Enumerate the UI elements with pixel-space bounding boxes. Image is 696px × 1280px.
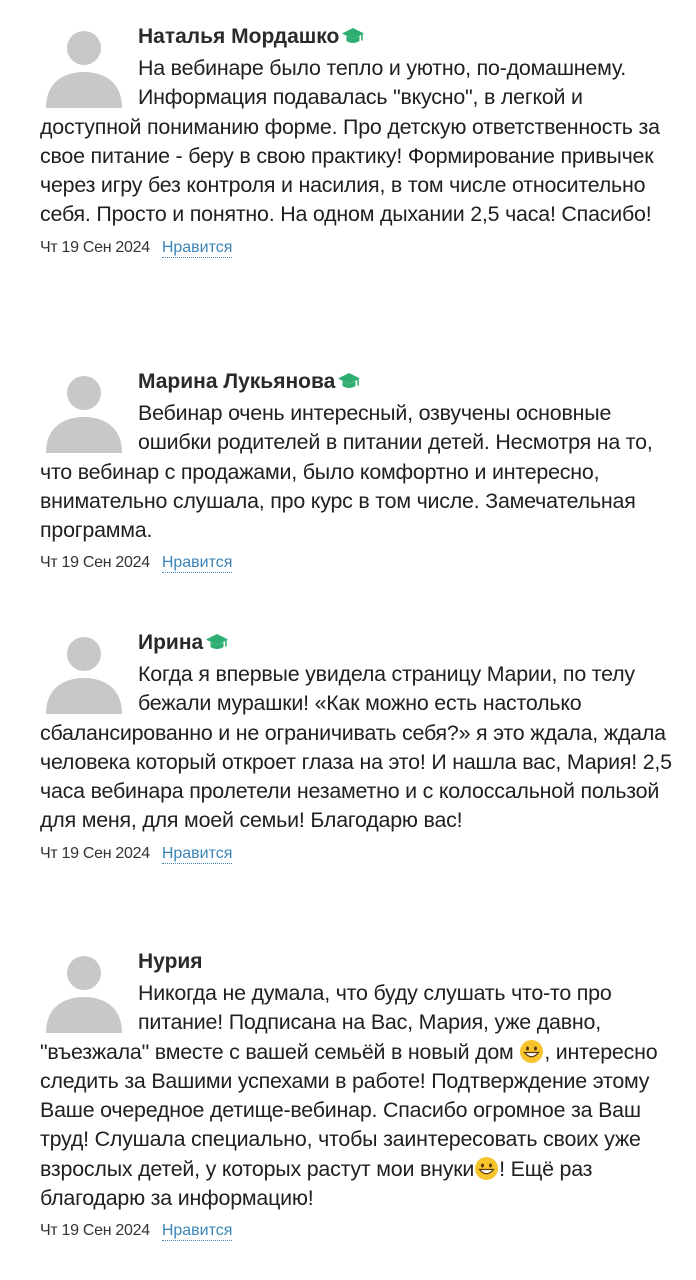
comment-date: Чт 19 Сен 2024 — [40, 844, 150, 862]
comment-text: Никогда не думала, что буду слушать что-то про питание! Подписана на Вас, Мария, уже давно, "въезжала" вместе с вашей семьёй в новый дом , интересно следить за Вашими успехами в работе! Подтверждение этому Ваше очередное детище-вебинар. Спасибо огромное за Ваш труд! Слушала специально, чтобы заинтересовать своих уже взрослых детей, у которых растут мои внуки ! Ещё раз благодарю за информацию! — [40, 981, 658, 1211]
user-avatar-icon[interactable] — [42, 369, 126, 453]
like-link[interactable]: Нравится — [161, 844, 233, 862]
graduation-cap-icon — [337, 371, 361, 398]
grinning-face-emoji-icon — [519, 1039, 544, 1064]
author-name[interactable]: Наталья Мордашко — [138, 24, 365, 53]
comment-text: На вебинаре было тепло и уютно, по-домашнему. Информация подавалась "вкусно", в легкой и доступной пониманию форме. Про детскую ответственность за свое питание - беру в свою практику! Формирование привычек через игру без контроля и насилия, в том числе относительно себя. Просто и понятно. На одном дыхании 2,5 часа! Спасибо! — [40, 56, 660, 227]
comment-meta — [40, 843, 680, 867]
user-avatar-icon[interactable] — [42, 949, 126, 1033]
comment-date: Чт 19 Сен 2024 — [40, 238, 150, 256]
comment-meta — [40, 1220, 680, 1244]
graduation-cap-icon — [205, 632, 229, 659]
author-name[interactable]: Нурия — [138, 950, 203, 973]
like-link[interactable]: Нравится — [161, 238, 233, 256]
comment-item — [40, 630, 680, 867]
like-link[interactable]: Нравится — [161, 1222, 233, 1240]
comment-date: Чт 19 Сен 2024 — [40, 1222, 150, 1240]
comment-text: Когда я впервые увидела страницу Марии, по телу бежали мурашки! «Как можно есть настолько сбалансированно и не ограничивать себя?» я это ждала, ждала человека который откроет глаза на это! И нашла вас, Мария! 2,5 часа вебинара пролетели незаметно и с колоссальной пользой для меня, для моей семьи! Благодарю вас! — [40, 662, 672, 833]
comment-item — [40, 369, 680, 576]
comment-item — [40, 949, 680, 1244]
like-link[interactable]: Нравится — [161, 554, 233, 572]
comment-meta — [40, 237, 680, 261]
author-name[interactable]: Марина Лукьянова — [138, 369, 361, 398]
comment-date: Чт 19 Сен 2024 — [40, 554, 150, 572]
comment-text: Вебинар очень интересный, озвучены основные ошибки родителей в питании детей. Несмотря на то, что вебинар с продажами, было комфортно и интересно, внимательно слушала, про курс в том числе. Замечательная программа. — [40, 401, 653, 543]
comment-item — [40, 24, 680, 261]
comment-meta — [40, 552, 680, 576]
grinning-face-emoji-icon — [474, 1156, 499, 1181]
author-name[interactable]: Ирина — [138, 630, 229, 659]
user-avatar-icon[interactable] — [42, 24, 126, 108]
graduation-cap-icon — [341, 26, 365, 53]
user-avatar-icon[interactable] — [42, 630, 126, 714]
